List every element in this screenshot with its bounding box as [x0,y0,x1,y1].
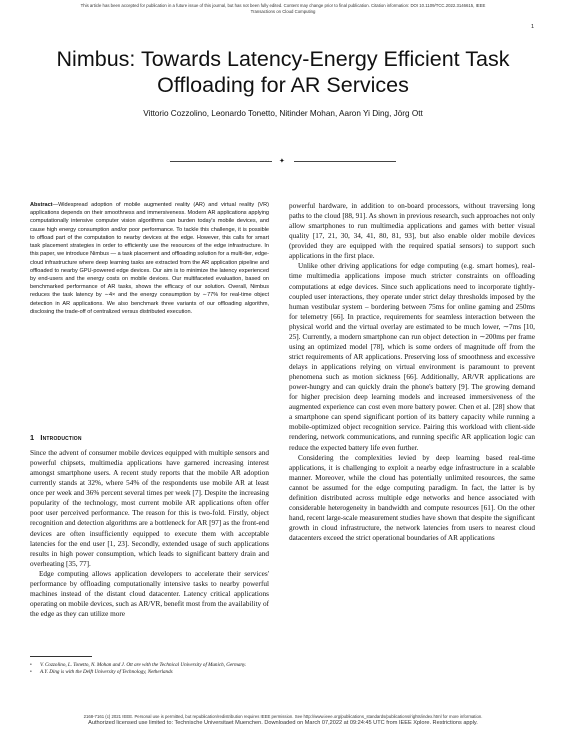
footnote-rule [30,656,92,657]
paragraph: Since the advent of consumer mobile devices equipped with multiple sensors and powerful chipsets, multimedia applications have garnered increasing interest amongst smartphone users. A recent study reports that the mobile AR adoption currently stands at 32%, where 54% of the respondents use mobile AR at least once per week and 36% percent several times per week [7]. Despite the increasing popularity of the technology, most current mobile AR applications often offer poor user perceived performance. The reason for this is two-fold. Firstly, object recognition and detection algorithms are a bottleneck for AR [97] as the front-end devices are often insufficiently equipped to execute them with acceptable latencies for the end user [1, 23]. Secondly, extended usage of such applications results in high power consumption, which leads to significant battery drain and overheating [35, 77]. [30,449,269,568]
footnotes [30,662,269,675]
bullet-icon: • [30,662,32,668]
journal-header-line1: This article has been accepted for publication in a future issue of this journal, but has not been fully edited. Content may change prior to final publication. Citation information: DOI 10.1109/TCC.2022.3146615, IEEE [80,3,486,8]
title-line-2: Offloading for AR Services [157,73,409,97]
title-line-1: Nimbus: Towards Latency-Energy Efficient Task [56,47,510,71]
paper-title [30,46,536,98]
left-column-body [30,433,269,619]
footnote-item: • V. Cozzolino, L. Tonetto, N. Mohan and J. Ott are with the Technical University of Munich, Germany. [30,662,247,668]
section-heading [30,433,269,443]
separator-diamond: ✦ [279,157,285,165]
section-title: Introduction [40,433,82,442]
left-column [30,201,269,316]
paragraph: Considering the complexities levied by deep learning based real-time applications, it is challenging to exploit a nearby edge infrastructure in a scalable manner. Moreover, while the cloud has potentially unlimited resources, the same cannot be assumed for the edge computing paradigm. In fact, the latter is by definition distributed across multiple edge networks and hence associated with considerable heterogeneity in bandwidth and compute resources [61]. On the other hand, recent large-scale measurement studies have shown that despite the significant growth in cloud infrastructure, the network latencies from users to nearest cloud datacenters exceed the strict operational boundaries of AR applications [289,453,535,543]
abstract [30,201,269,316]
paragraph: Edge computing allows application developers to accelerate their services' performance by offloading computationally intensive tasks to nearby powerful machines instead of the distant cloud datacenter. Latency critical applications operating on mobile devices, such as AR/VR, benefit most from the availability of the edge as they can utilize more [30,569,269,618]
copyright-footer: 2168-7161 (c) 2021 IEEE. Personal use is permitted, but republication/redistribution requires IEEE permission. See http://www.ieee.org/publications_standards/publications/rights/index.html for more information. [83,714,483,719]
page-number: 1 [530,24,534,30]
journal-header-line2: Transactions on Cloud Computing [250,9,316,14]
right-column [289,201,535,543]
paragraph: Unlike other driving applications for edge computing (e.g. smart homes), real-time multimedia applications impose much stricter constraints on offloading computations at edge devices. Since such applications need to incorporate tightly-coupled user interactions, they operate under strict delay thresholds imposed by the human vestibular system – bordering between 75ms for online gaming and 250ms for telemetry [66]. In practice, requirements for seamless interaction between the physical world and the virtual overlay are estimated to be much lower, ∼7ms [10, 25]. Currently, a modern smartphone can run object detection in ∼200ms per frame using an optimized model [78], which is some orders of magnitude off from the strict requirements of AR applications. Preserving loss of smoothness and excessive delays in applications relying on virtual environment is paramount to prevent phenomena such as motion sickness [66]. Additionally, AR/VR applications are power-hungry and can quickly drain the phone's battery [9]. The growing demand for higher precision deep learning models and increased immersiveness of the augmented experience can cost even more battery power. Chen et al. [28] show that a smartphone can spend significant portion of its battery capacity while running a mobile-optimized object recognition service. Pairing this workload with client-side rendering, network communications, and running specific AR application logic can reduce the expected battery life even further. [289,262,535,452]
footnote-item: • A.Y. Ding is with the Delft University of Technology, Netherlands [30,668,173,675]
paragraph: powerful hardware, in addition to on-board processors, without traversing long paths to the cloud [88, 91]. As shown in previous research, such approaches not only allow smartphones to run multimedia applications and games with better visual quality [17, 21, 30, 34, 41, 80, 81, 93], but also enable older mobile devices (provided they are equipped with the required spatial sensors) to support such applications in the first place. [289,202,535,261]
abstract-label: Abstract [30,202,53,208]
section-number: 1 [30,433,35,442]
abstract-text: —Widespread adoption of mobile augmented reality (AR) and virtual reality (VR) applications depends on their smoothness and immersiveness. Modern AR applications applying computationally intensive computer vision algorithms can burden today's mobile devices, and cause high energy consumption and/or poor performance. To tackle this challenge, it is possible to offload part of the computation to nearby devices at the edge. However, this calls for smart task placement strategies in order to efficiently use the resources of the edge infrastructure. In this paper, we introduce Nimbus — a task placement and offloading solution for a multi-tier, edge-cloud infrastructure where deep learning tasks are extracted from the AR application pipeline and offloaded to nearby GPU-powered edge devices. Our aim is to minimize the latency experienced by end-users and the energy costs on mobile devices. Our multifaceted evaluation, based on benchmarked performance of AR tasks, shows the efficacy of our solution. Overall, Nimbus reduces the task latency by ∼4× and the energy consumption by ∼77% for real-time object detection in AR applications. We also benchmark three variants of our offloading algorithm, disclosing the trade-off of centralized versus distributed execution. [30,202,269,315]
separator-rule-left [170,161,272,162]
bullet-icon: • [30,668,32,675]
author-list: Vittorio Cozzolino, Leonardo Tonetto, Nitinder Mohan, Aaron Yi Ding, Jörg Ott [143,109,423,118]
download-footer: Authorized licensed use limited to: Technische Universitaet Muenchen. Downloaded on March 07,2022 at 09:24:45 UTC from IEEE Xplore. Restrictions apply. [88,720,478,726]
separator-rule-right [294,161,396,162]
